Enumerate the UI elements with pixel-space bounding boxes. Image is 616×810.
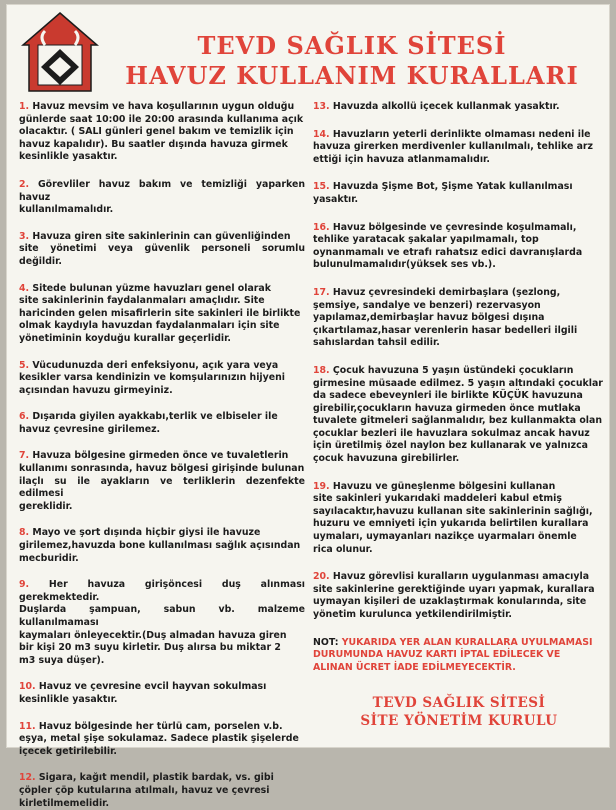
- rule-item: [19, 579, 305, 667]
- house-emblem-icon: [21, 11, 99, 93]
- rule-item: [19, 411, 305, 436]
- rule-item: [19, 101, 305, 164]
- page-title: TEVD SAĞLIK SİTESİ: [197, 31, 507, 60]
- rule-text: Havuza giren site sakinlerinin can güvenliğinden site yönetimi veya güvenlik personeli sorumlu değildir.: [19, 230, 305, 267]
- rule-text: Havuz mevsim ve hava koşullarının uygun olduğu günlerde saat 10:00 ile 20:00 arasında kullanıma açık olacaktır. ( SALI günleri genel bakım ve temizlik için havuz kapalıdır). Bu saatler dışında havuza girmek kesinlikle yasaktır.: [19, 101, 304, 163]
- rule-text: Havuza bölgesine girmeden önce ve tuvaletlerin kullanımı sonrasında, havuz bölgesi girişinde bulunan ilaçlı su ile ayakların ve terliklerin dezenfekte edilmesi gereklidir.: [19, 450, 305, 512]
- rule-number: 1.: [19, 101, 30, 112]
- signature-line-2: SİTE YÖNETİM KURULU: [360, 713, 558, 729]
- rule-number: 18.: [313, 364, 330, 376]
- rule-item: [19, 721, 305, 759]
- rule-item: [313, 365, 603, 466]
- rule-item: [19, 179, 305, 217]
- rule-text: Havuzda alkollü içecek kullanmak yasaktır.: [332, 101, 560, 112]
- rule-number: 3.: [19, 230, 30, 242]
- rule-item: [313, 101, 603, 114]
- rule-item: [19, 450, 305, 513]
- rule-number: 12.: [19, 772, 36, 784]
- rule-number: 15.: [313, 181, 330, 193]
- rules-board: [6, 4, 610, 809]
- note-text: YUKARIDA YER ALAN KURALLARA UYULMAMASI DURUMUNDA HAVUZ KARTI İPTAL EDİLECEK VE ALINAN ÜCRET İADE EDİLMEYECEKTİR.: [313, 636, 593, 673]
- rule-item: [313, 287, 603, 350]
- rule-text: Havuzda Şişme Bot, Şişme Yatak kullanılması yasaktır.: [313, 181, 573, 205]
- rule-number: 13.: [313, 101, 330, 112]
- rule-text: Görevliler havuz bakım ve temizliği yaparken havuz kullanılmamalıdır.: [19, 178, 305, 216]
- rule-text: Havuz çevresindeki demirbaşlara (şezlong, şemsiye, sandalye ve benzeri) rezervasyon yapılamaz,demirbaşlar havuz bölgesi dışına çıkartılamaz,hasar verenlerin hasar bedelleri ilgili sahıslardan tahsil edilir.: [313, 286, 578, 349]
- rule-item: [313, 129, 603, 167]
- rule-item: [19, 283, 305, 346]
- rule-text: Havuzu ve güneşlenme bölgesini kullanan site sakinleri yukarıdaki maddeleri kabul etmiş sayılacaktır,havuzu kullanan site sakinlerinin sağlığı, huzuru ve emniyeti için yukarıda belirtilen kurallara uymaları, uymayanları nazikçe uyarmaları önemle rica olunur.: [313, 480, 593, 555]
- rule-text: Havuz bölgesinde her türlü cam, porselen v.b. eşya, metal şişe sokulamaz. Sadece plastik şişelerde içecek getirilebilir.: [19, 720, 299, 757]
- rule-text: Sigara, kağıt mendil, plastik bardak, vs. gibi çöpler çöp kutularına atılmalı, havuz ve çevresi kirletilmemelidir.: [19, 772, 274, 809]
- rules-column-right: [313, 101, 603, 674]
- rule-text: Her havuza girişöncesi duş alınması gerekmektedir. Duşlarda şampuan, sabun vb. malzeme kullanılmaması kaymaları önleyecektir.(Duş almadan havuza giren bir kişi 20 m3 suyu kirletir. Duş alırsa bu miktar 2 m3 suya düşer).: [19, 579, 305, 666]
- note: [313, 637, 603, 675]
- rule-item: [19, 231, 305, 269]
- rule-number: 20.: [313, 571, 330, 583]
- rule-number: 11.: [19, 720, 36, 732]
- page-subtitle: HAVUZ KULLANIM KURALLARI: [125, 61, 579, 90]
- rule-number: 8.: [19, 527, 30, 539]
- rule-number: 16.: [313, 221, 330, 233]
- rules-column-left: [19, 101, 305, 810]
- rule-number: 6.: [19, 411, 30, 423]
- rule-number: 10.: [19, 681, 36, 693]
- rule-number: 19.: [313, 480, 330, 492]
- rule-item: [313, 181, 603, 206]
- rule-number: 5.: [19, 359, 30, 371]
- rule-text: Vücudunuzda deri enfeksiyonu, açık yara veya kesikler varsa kendinizin ve komşularınızın hijyeni açısından havuzu girmeyiniz.: [19, 359, 286, 396]
- rule-number: 9.: [19, 579, 30, 591]
- rule-text: Havuz ve çevresine evcil hayvan sokulması kesinlikle yasaktır.: [19, 681, 267, 705]
- signature-line-1: TEVD SAĞLIK SİTESİ: [372, 695, 546, 711]
- rule-item: [19, 772, 305, 810]
- rule-text: Sitede bulunan yüzme havuzları genel olarak site sakinlerinin faydalanmaları amaçlıdır. Site haricinden gelen misafirlerin site sakinleri ile birlikte olmak kaydıyla havuzdan faydalanmaları için site yönetiminin koyduğu kurallar geçerlidir.: [19, 282, 301, 344]
- rule-item: [313, 222, 603, 272]
- rule-number: 7.: [19, 450, 30, 462]
- rule-number: 2.: [19, 178, 30, 190]
- rule-item: [19, 360, 305, 398]
- rule-number: 17.: [313, 286, 330, 298]
- note-label: NOT:: [313, 636, 339, 648]
- rule-text: Dışarıda giyilen ayakkabı,terlik ve elbiseler ile havuz çevresine girilemez.: [19, 411, 278, 435]
- rule-text: Havuzların yeterli derinlikte olmaması nedeni ile havuza girerken merdivenler kullanılmalı, tehlike arz ettiği için havuza atlanmamalıdır.: [313, 128, 593, 165]
- rule-text: Havuz bölgesinde ve çevresinde koşulmamalı, tehlike yaratacak şakalar yapılmamalı, top oynanmamalı ve etrafı rahatsız edici davranışlarda bulunulmamalıdır(yüksek ses vb.).: [313, 221, 583, 271]
- rule-text: Havuz görevlisi kuralların uygulanması amacıyla site sakinlerine gerektiğinde uyarı yapmak, kurallara uymayan kişileri de uzaklaştırmak konularında, site yönetim kurulunca yetkilendirilmiştir.: [313, 571, 595, 620]
- rule-item: [313, 481, 603, 557]
- rule-number: 4.: [19, 282, 30, 294]
- rule-item: [19, 527, 305, 565]
- rule-item: [313, 571, 603, 621]
- rule-number: 14.: [313, 128, 330, 140]
- rule-item: [19, 681, 305, 706]
- rule-text: Mayo ve şort dışında hiçbir giysi ile havuze girilemez,havuzda bone kullanılması sağlık açısından mecburidir.: [19, 527, 301, 564]
- rule-text: Çocuk havuzuna 5 yaşın üstündeki çocukların girmesine müsaade edilmez. 5 yaşın altındaki çocuklar da sadece ebeveynleri ile birlikte KÜÇÜK havuzuna girebilir,çocukların havuza girmeden önce mutlaka tuvalete gitmeleri sağlanmalıdır, bez kullanmakta olan çocuklar bezleri ile havuzlara sokulmaz ancak havuz için üretilmiş özel naylon bez kullanarak ve yalnızca çocuk havuzuna girebilirler.: [313, 364, 603, 465]
